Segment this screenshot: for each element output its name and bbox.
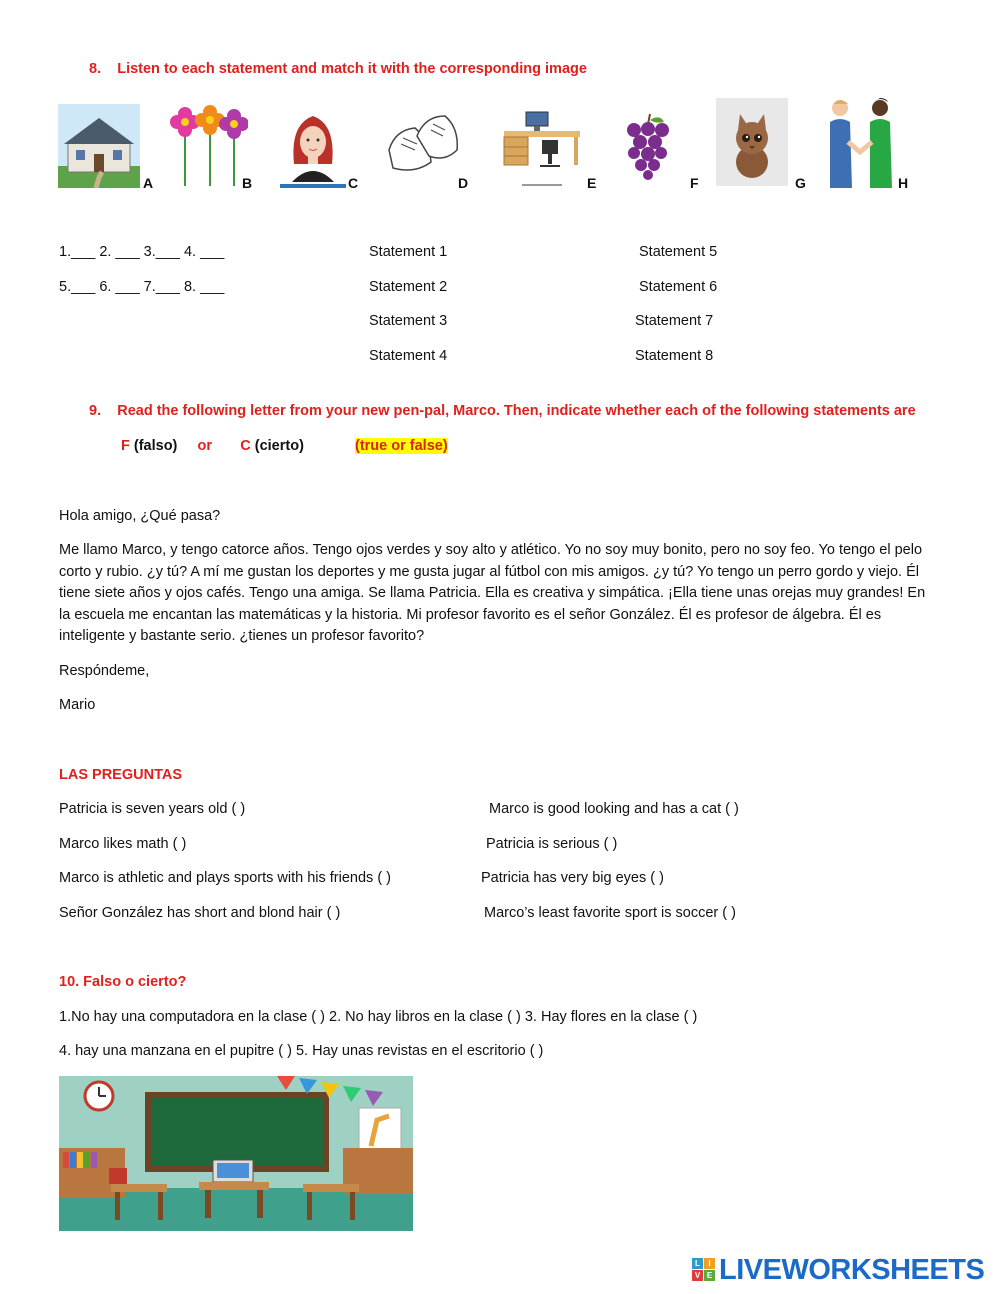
question-left-4[interactable]: Señor González has short and blond hair ( )	[59, 905, 341, 921]
q10-row-2[interactable]: 4. hay una manzana en el pupitre ( ) 5. Hay unas revistas en el escritorio ( )	[59, 1043, 544, 1059]
answer-row-1[interactable]: 1.___ 2. ___ 3.___ 4. ___	[59, 244, 225, 260]
handshake-image	[826, 96, 896, 188]
logo-block-e: E	[704, 1270, 715, 1281]
q8-number: 8.	[89, 61, 102, 77]
q10-heading: 10. Falso o cierto?	[59, 974, 187, 990]
grapes-image	[624, 112, 672, 180]
cat-image	[716, 98, 788, 186]
letter-greeting: Hola amigo, ¿Qué pasa?	[59, 508, 221, 524]
statement-4-audio[interactable]: Statement 4	[369, 348, 448, 364]
letter-closing: Respóndeme,	[59, 663, 150, 679]
statement-8-audio[interactable]: Statement 8	[635, 348, 714, 364]
q9-options	[121, 438, 304, 454]
f-word: (falso)	[133, 438, 178, 454]
c-word: (cierto)	[254, 438, 304, 454]
c-letter: C	[240, 438, 251, 454]
q10-row-1[interactable]: 1.No hay una computadora en la clase ( ) 2. No hay libros en la clase ( ) 3. Hay flores en la clase ( )	[59, 1009, 698, 1025]
logo-block-i: I	[704, 1258, 715, 1269]
shoes-image	[385, 110, 461, 182]
statement-5-audio[interactable]: Statement 5	[639, 244, 718, 260]
question-right-2[interactable]: Patricia is serious ( )	[486, 836, 618, 852]
statement-2-audio[interactable]: Statement 2	[369, 279, 448, 295]
q8-heading	[89, 61, 587, 77]
image-letter-f: F	[690, 175, 699, 191]
image-letter-c: C	[348, 175, 359, 191]
statement-3-audio[interactable]: Statement 3	[369, 313, 448, 329]
true-false-highlight: (true or false)	[355, 438, 448, 454]
statement-7-audio[interactable]: Statement 7	[635, 313, 714, 329]
q9-instruction: Read the following letter from your new pen-pal, Marco. Then, indicate whether each of the following statements are	[117, 403, 916, 419]
image-letter-g: G	[795, 175, 806, 191]
q8-instruction: Listen to each statement and match it with the corresponding image	[117, 61, 587, 77]
q9-heading	[89, 403, 916, 419]
question-left-1[interactable]: Patricia is seven years old ( )	[59, 801, 246, 817]
logo-blocks-icon	[692, 1258, 716, 1282]
image-letter-h: H	[898, 175, 909, 191]
q9-number: 9.	[89, 403, 102, 419]
question-right-4[interactable]: Marco’s least favorite sport is soccer ( )	[484, 905, 736, 921]
answer-row-2[interactable]: 5.___ 6. ___ 7.___ 8. ___	[59, 279, 225, 295]
desk-image	[500, 104, 584, 188]
questions-heading: LAS PREGUNTAS	[59, 767, 182, 783]
logo-block-l: L	[692, 1258, 703, 1269]
image-letter-e: E	[587, 175, 597, 191]
logo-text: LIVEWORKSHEETS	[719, 1254, 985, 1286]
statement-6-audio[interactable]: Statement 6	[639, 279, 718, 295]
question-left-3[interactable]: Marco is athletic and plays sports with his friends ( )	[59, 870, 392, 886]
letter-signature: Mario	[59, 697, 96, 713]
flowers-image	[170, 100, 248, 188]
classroom-image	[59, 1076, 413, 1231]
statement-1-audio[interactable]: Statement 1	[369, 244, 448, 260]
image-letter-d: D	[458, 175, 469, 191]
question-left-2[interactable]: Marco likes math ( )	[59, 836, 187, 852]
question-right-1[interactable]: Marco is good looking and has a cat ( )	[489, 801, 739, 817]
image-letter-b: B	[242, 175, 253, 191]
image-letter-a: A	[143, 175, 154, 191]
house-image	[58, 104, 140, 188]
letter-body: Me llamo Marco, y tengo catorce años. Tengo ojos verdes y soy alto y atlético. Yo no soy muy bonito, pero no soy feo. Yo tengo el pelo corto y rubio. ¿y tú? A mí me gustan los deportes y me gusta jugar al fútbol con mis amigos. ¿y tú? Yo tengo un perro gordo y viejo. Él tiene siete años y ojos cafés. Tengo una amiga. Se llama Patricia. Ella es creativa y simpática. ¡Ella tiene unas orejas muy grandes! En la escuela me encantan las matemáticas y la historia. Mi profesor favorito es el señor González. Él es profesor de álgebra. Él es inteligente y bastante serio. ¿tienes un profesor favorito?	[59, 542, 926, 644]
question-right-3[interactable]: Patricia has very big eyes ( )	[481, 870, 664, 886]
or-word: or	[197, 438, 213, 454]
girl-image	[280, 104, 346, 188]
logo-block-v: V	[692, 1270, 703, 1281]
f-letter: F	[121, 438, 130, 454]
